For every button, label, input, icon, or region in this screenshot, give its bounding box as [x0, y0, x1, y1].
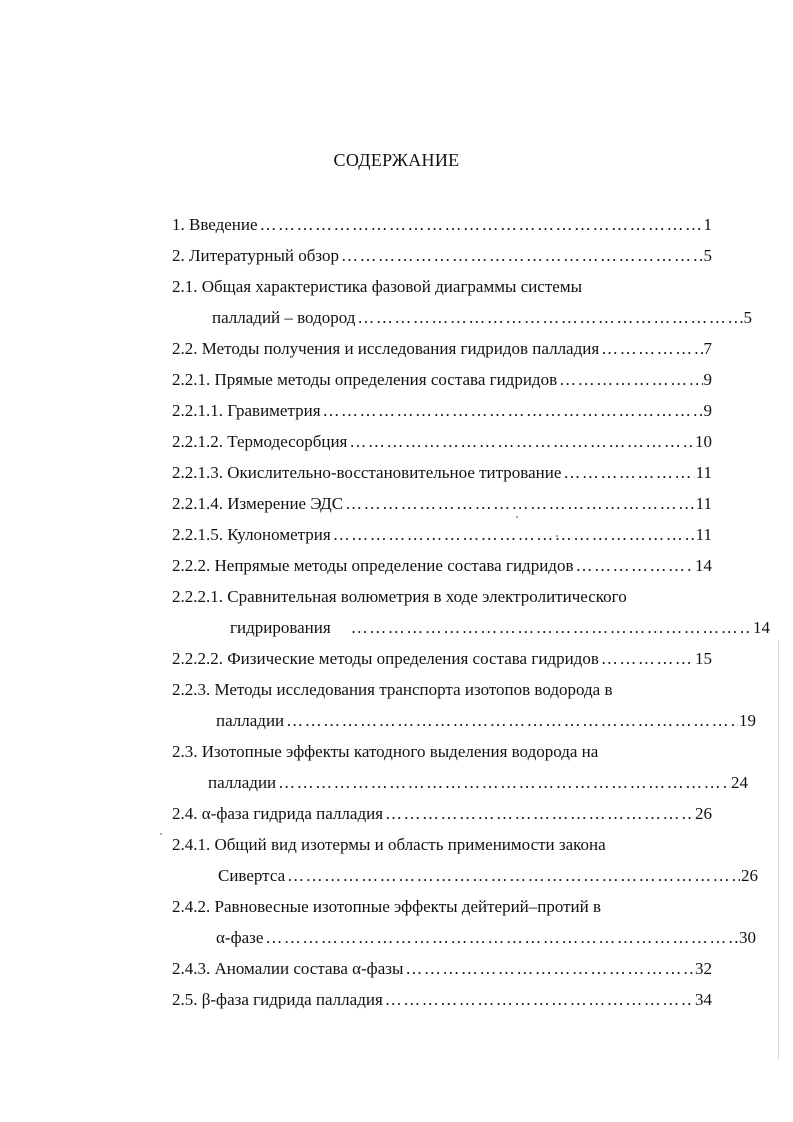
toc-entry	[172, 245, 712, 276]
toc-entry-text: 2.2.2.2. Физические методы определения состава гидридов	[172, 649, 599, 668]
toc-entry	[172, 834, 712, 865]
toc-entry-page: 1	[703, 215, 712, 234]
toc-entry-continuation	[172, 865, 758, 896]
dot-leader	[345, 493, 695, 515]
toc-entry-continuation	[172, 927, 756, 958]
toc-entry-page: 11	[695, 525, 712, 544]
toc-entry	[172, 741, 712, 772]
toc-entry-text: 2.4.1. Общий вид изотермы и область применимости закона	[172, 835, 606, 854]
dot-leader	[287, 865, 740, 887]
toc-entry	[172, 679, 712, 710]
toc-entry-text: палладий – водород	[212, 308, 356, 327]
dot-leader	[260, 214, 703, 236]
dot-leader	[265, 927, 738, 949]
toc-entry-text: 2.4.2. Равновесные изотопные эффекты дейтерий–протий в	[172, 897, 602, 916]
toc-entry-text: Сивертса	[218, 866, 286, 885]
toc-entry-page: 5	[743, 308, 752, 327]
toc-entry-page: 9	[703, 401, 712, 420]
dot-leader	[559, 369, 702, 391]
dot-leader	[385, 803, 694, 825]
toc-entry-page: 11	[695, 463, 712, 482]
toc-entry-text: 2.5. β-фаза гидрида палладия	[172, 990, 383, 1009]
toc-entry-page: 9	[703, 370, 712, 389]
toc-entry-page: 14	[695, 556, 712, 575]
toc-entry	[172, 493, 712, 524]
toc-entry-page: 10	[695, 432, 712, 451]
dot-leader	[333, 524, 695, 546]
toc-entry-page: 34	[695, 990, 712, 1009]
toc-entry	[172, 803, 712, 834]
toc-entry-text: 2.4. α-фаза гидрида палладия	[172, 804, 384, 823]
dot-leader	[385, 989, 694, 1011]
toc-entry	[172, 648, 712, 679]
toc-entry-page: 19	[739, 711, 756, 730]
toc-entry	[172, 989, 712, 1020]
toc-entry-text: 2.4.3. Аномалии состава α-фазы	[172, 959, 404, 978]
toc-entry	[172, 586, 712, 617]
toc-entry	[172, 958, 712, 989]
dot-leader	[323, 400, 703, 422]
toc-entry-page: 30	[739, 928, 756, 947]
toc-entry-text: 2. Литературный обзор	[172, 246, 340, 265]
toc-entry-text: 2.1. Общая характеристика фазовой диаграммы системы	[172, 277, 583, 296]
dot-leader	[575, 555, 694, 577]
toc-entry-text: 2.2.1.3. Окислительно-восстановительное титрование	[172, 463, 562, 482]
dot-leader	[601, 648, 694, 670]
toc-entry-page: 15	[695, 649, 712, 668]
toc-entry-page: 5	[703, 246, 712, 265]
toc-entry	[172, 276, 712, 307]
toc-entry-page: 26	[741, 866, 758, 885]
toc-entry-page: 24	[731, 773, 748, 792]
dot-leader	[405, 958, 694, 980]
toc-entry-text: 2.2.1.1. Гравиметрия	[172, 401, 321, 420]
toc-entry-text: палладии	[216, 711, 285, 730]
toc-entry-page: 11	[695, 494, 712, 513]
toc-entry	[172, 524, 712, 555]
toc-entry-text: 2.2.1.2. Термодесорбция	[172, 432, 348, 451]
toc-entry	[172, 369, 712, 400]
toc-entry-text: 2.2.1.4. Измерение ЭДС	[172, 494, 344, 513]
toc-entry-continuation	[172, 617, 770, 648]
toc-entry	[172, 555, 712, 586]
dot-leader	[341, 245, 702, 267]
toc-entry-continuation	[172, 307, 752, 338]
toc-entry-text: 2.2.2. Непрямые методы определение состава гидридов	[172, 556, 574, 575]
toc-entry-text: 1. Введение	[172, 215, 258, 234]
page-title: СОДЕРЖАНИЕ	[333, 150, 460, 170]
dot-leader	[601, 338, 702, 360]
dot-leader	[286, 710, 738, 732]
toc-entry	[172, 462, 712, 493]
toc-entry-page: 7	[703, 339, 712, 358]
scan-edge-line	[778, 640, 779, 1060]
scan-speck	[160, 833, 162, 835]
dot-leader	[278, 772, 730, 794]
toc-entry-continuation	[172, 772, 748, 803]
toc-entry-page: 32	[695, 959, 712, 978]
toc-entry-page: 26	[695, 804, 712, 823]
toc-entry	[172, 896, 712, 927]
toc-entry	[172, 400, 712, 431]
toc-entry	[172, 431, 712, 462]
toc-entry-text: α-фазе	[216, 928, 264, 947]
toc-entry-text: 2.2. Методы получения и исследования гидридов палладия	[172, 339, 600, 358]
scan-speck	[516, 516, 518, 518]
dot-leader	[563, 462, 694, 484]
toc-entry-text: 2.3. Изотопные эффекты катодного выделения водорода на	[172, 742, 599, 761]
toc-entry-text: палладии	[208, 773, 277, 792]
toc-entry-text: 2.2.3. Методы исследования транспорта изотопов водорода в	[172, 680, 613, 699]
toc-entry-text: 2.2.1. Прямые методы определения состава гидридов	[172, 370, 558, 389]
toc-entry-text: 2.2.1.5. Кулонометрия	[172, 525, 331, 544]
scan-speck	[556, 535, 558, 537]
toc-entry	[172, 214, 712, 245]
toc-entry-page: 14	[753, 618, 770, 637]
toc-entry-text: 2.2.2.1. Сравнительная волюметрия в ходе электролитического	[172, 587, 627, 606]
toc-entry-text: гидрирования	[230, 617, 351, 639]
dot-leader	[357, 307, 742, 329]
table-of-contents	[172, 214, 770, 1020]
toc-entry	[172, 338, 712, 369]
dot-leader	[349, 431, 694, 453]
toc-entry-continuation	[172, 710, 756, 741]
dot-leader	[351, 617, 752, 639]
